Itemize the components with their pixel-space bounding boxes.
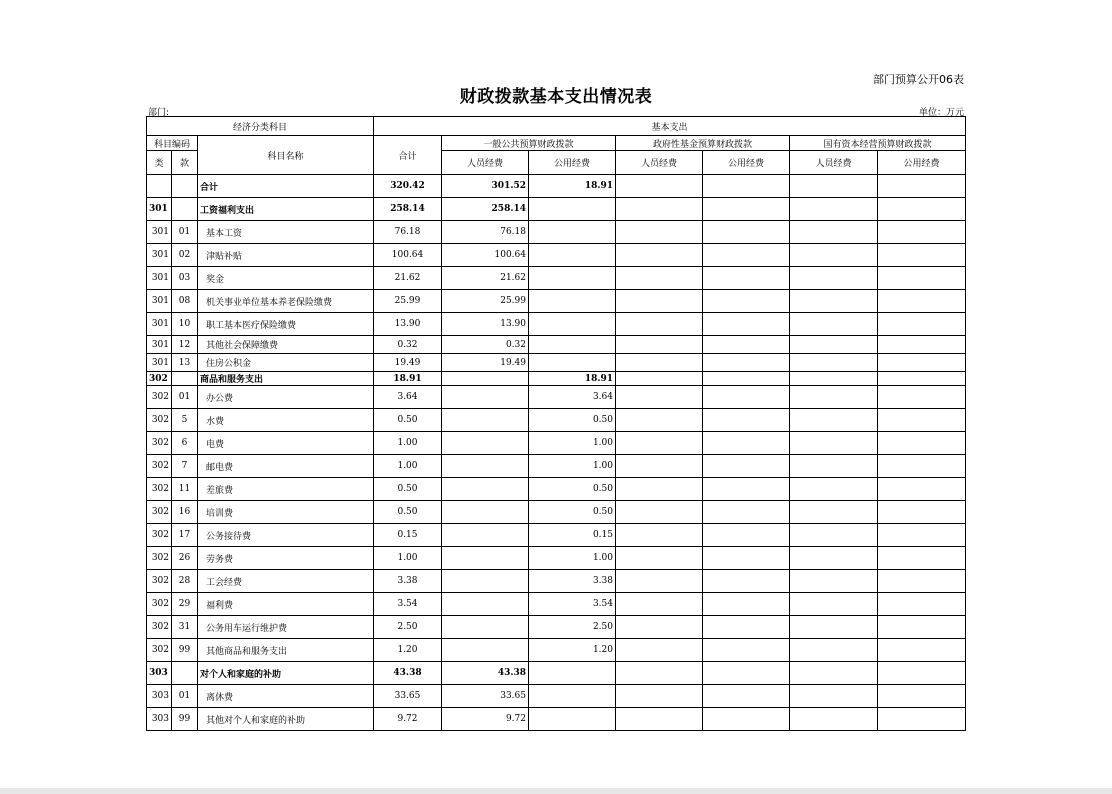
cell-general-personnel <box>442 616 529 639</box>
cell-gov-fund-personnel <box>616 290 703 313</box>
cell-kuan: 7 <box>172 455 198 478</box>
cell-lei: 301 <box>147 290 172 313</box>
cell-kuan: 5 <box>172 409 198 432</box>
cell-total: 258.14 <box>374 198 442 221</box>
cell-name: 公务接待费 <box>198 524 374 547</box>
cell-general-personnel <box>442 386 529 409</box>
unit-label: 单位：万元 <box>918 108 964 118</box>
cell-general-personnel <box>442 570 529 593</box>
cell-total: 13.90 <box>374 313 442 336</box>
cell-gov-fund-personnel <box>616 354 703 372</box>
cell-gov-fund-personnel <box>616 409 703 432</box>
header-sc-personnel: 人员经费 <box>790 151 878 175</box>
cell-state-capital-personnel <box>790 708 878 731</box>
cell-general-personnel <box>442 639 529 662</box>
cell-general-personnel: 100.64 <box>442 244 529 267</box>
cell-name: 邮电费 <box>198 455 374 478</box>
cell-kuan: 6 <box>172 432 198 455</box>
cell-kuan: 12 <box>172 336 198 354</box>
cell-name: 公务用车运行维护费 <box>198 616 374 639</box>
cell-total: 0.50 <box>374 501 442 524</box>
cell-gov-fund-public <box>703 386 790 409</box>
cell-total: 1.20 <box>374 639 442 662</box>
cell-gov-fund-personnel <box>616 547 703 570</box>
cell-gov-fund-public <box>703 455 790 478</box>
cell-state-capital-personnel <box>790 409 878 432</box>
cell-name: 对个人和家庭的补助 <box>198 662 374 685</box>
cell-state-capital-personnel <box>790 372 878 386</box>
cell-gov-fund-personnel <box>616 267 703 290</box>
cell-name: 其他对个人和家庭的补助 <box>198 708 374 731</box>
cell-lei: 302 <box>147 639 172 662</box>
cell-general-public: 1.20 <box>529 639 616 662</box>
cell-lei: 302 <box>147 386 172 409</box>
cell-state-capital-personnel <box>790 616 878 639</box>
cell-lei: 303 <box>147 708 172 731</box>
cell-general-public <box>529 685 616 708</box>
cell-state-capital-public <box>878 336 966 354</box>
header-gp-public: 公用经费 <box>529 151 616 175</box>
cell-state-capital-public <box>878 432 966 455</box>
cell-lei: 301 <box>147 198 172 221</box>
cell-general-personnel: 13.90 <box>442 313 529 336</box>
cell-name: 职工基本医疗保险缴费 <box>198 313 374 336</box>
cell-gov-fund-public <box>703 336 790 354</box>
cell-general-public: 0.15 <box>529 524 616 547</box>
cell-general-personnel <box>442 455 529 478</box>
cell-state-capital-personnel <box>790 685 878 708</box>
cell-kuan: 03 <box>172 267 198 290</box>
cell-general-personnel: 19.49 <box>442 354 529 372</box>
cell-gov-fund-public <box>703 409 790 432</box>
cell-general-public: 3.54 <box>529 593 616 616</box>
cell-general-public: 1.00 <box>529 455 616 478</box>
cell-gov-fund-personnel <box>616 478 703 501</box>
cell-kuan <box>172 198 198 221</box>
department-label: 部门: <box>148 108 170 118</box>
cell-kuan <box>172 175 198 198</box>
cell-gov-fund-public <box>703 354 790 372</box>
cell-general-public: 18.91 <box>529 372 616 386</box>
cell-name: 劳务费 <box>198 547 374 570</box>
cell-name: 差旅费 <box>198 478 374 501</box>
cell-gov-fund-personnel <box>616 616 703 639</box>
cell-kuan: 02 <box>172 244 198 267</box>
budget-table <box>146 116 966 731</box>
cell-general-personnel <box>442 593 529 616</box>
header-general-budget: 一般公共预算财政拨款 <box>442 136 616 151</box>
cell-kuan: 01 <box>172 386 198 409</box>
cell-name: 离休费 <box>198 685 374 708</box>
cell-state-capital-public <box>878 198 966 221</box>
cell-state-capital-public <box>878 616 966 639</box>
cell-state-capital-personnel <box>790 570 878 593</box>
table-row <box>147 455 966 478</box>
cell-total: 21.62 <box>374 267 442 290</box>
cell-kuan: 13 <box>172 354 198 372</box>
header-basic-expenditure: 基本支出 <box>374 117 966 136</box>
cell-name: 机关事业单位基本养老保险缴费 <box>198 290 374 313</box>
cell-gov-fund-public <box>703 708 790 731</box>
cell-state-capital-personnel <box>790 455 878 478</box>
cell-total: 0.32 <box>374 336 442 354</box>
cell-state-capital-personnel <box>790 386 878 409</box>
header-gf-personnel: 人员经费 <box>616 151 703 175</box>
cell-total: 320.42 <box>374 175 442 198</box>
header-gf-public: 公用经费 <box>703 151 790 175</box>
cell-general-public <box>529 244 616 267</box>
cell-gov-fund-personnel <box>616 455 703 478</box>
cell-lei: 302 <box>147 547 172 570</box>
cell-state-capital-personnel <box>790 501 878 524</box>
cell-general-public <box>529 708 616 731</box>
cell-kuan: 99 <box>172 639 198 662</box>
cell-gov-fund-personnel <box>616 524 703 547</box>
cell-general-personnel <box>442 432 529 455</box>
cell-state-capital-personnel <box>790 221 878 244</box>
cell-name: 福利费 <box>198 593 374 616</box>
cell-general-public <box>529 336 616 354</box>
cell-gov-fund-personnel <box>616 639 703 662</box>
cell-name: 办公费 <box>198 386 374 409</box>
cell-kuan: 99 <box>172 708 198 731</box>
cell-general-public <box>529 313 616 336</box>
cell-state-capital-public <box>878 221 966 244</box>
header-total: 合计 <box>374 136 442 175</box>
cell-state-capital-personnel <box>790 478 878 501</box>
cell-name: 工会经费 <box>198 570 374 593</box>
cell-general-personnel: 33.65 <box>442 685 529 708</box>
cell-name: 工资福利支出 <box>198 198 374 221</box>
cell-total: 0.50 <box>374 409 442 432</box>
table-row <box>147 432 966 455</box>
cell-state-capital-public <box>878 685 966 708</box>
table-row <box>147 524 966 547</box>
page-title: 财政拨款基本支出情况表 <box>459 87 653 107</box>
cell-general-public <box>529 267 616 290</box>
cell-general-public <box>529 662 616 685</box>
cell-gov-fund-personnel <box>616 685 703 708</box>
cell-total: 3.64 <box>374 386 442 409</box>
cell-lei: 303 <box>147 662 172 685</box>
cell-general-public <box>529 354 616 372</box>
cell-lei: 302 <box>147 372 172 386</box>
cell-gov-fund-personnel <box>616 708 703 731</box>
cell-gov-fund-public <box>703 290 790 313</box>
cell-lei: 301 <box>147 221 172 244</box>
table-row <box>147 662 966 685</box>
table-row <box>147 685 966 708</box>
cell-gov-fund-public <box>703 662 790 685</box>
cell-gov-fund-personnel <box>616 386 703 409</box>
cell-total: 25.99 <box>374 290 442 313</box>
table-row <box>147 639 966 662</box>
cell-gov-fund-public <box>703 313 790 336</box>
header-econ-class: 经济分类科目 <box>147 117 374 136</box>
cell-total: 19.49 <box>374 354 442 372</box>
cell-total: 1.00 <box>374 432 442 455</box>
table-row <box>147 593 966 616</box>
cell-state-capital-public <box>878 639 966 662</box>
cell-total: 2.50 <box>374 616 442 639</box>
cell-state-capital-public <box>878 267 966 290</box>
cell-gov-fund-personnel <box>616 313 703 336</box>
cell-total: 3.38 <box>374 570 442 593</box>
cell-gov-fund-personnel <box>616 593 703 616</box>
table-row <box>147 354 966 372</box>
cell-state-capital-public <box>878 354 966 372</box>
cell-gov-fund-personnel <box>616 221 703 244</box>
cell-state-capital-personnel <box>790 662 878 685</box>
cell-gov-fund-public <box>703 593 790 616</box>
cell-state-capital-public <box>878 372 966 386</box>
cell-state-capital-public <box>878 570 966 593</box>
cell-state-capital-personnel <box>790 432 878 455</box>
table-row <box>147 198 966 221</box>
cell-gov-fund-public <box>703 570 790 593</box>
cell-name: 奖金 <box>198 267 374 290</box>
header-kuan: 款 <box>172 151 198 175</box>
cell-gov-fund-public <box>703 524 790 547</box>
cell-total: 0.15 <box>374 524 442 547</box>
cell-state-capital-public <box>878 708 966 731</box>
cell-gov-fund-public <box>703 175 790 198</box>
table-row <box>147 409 966 432</box>
table-row <box>147 372 966 386</box>
header-subject-code: 科目编码 <box>147 136 198 151</box>
cell-gov-fund-public <box>703 432 790 455</box>
cell-name: 其他社会保障缴费 <box>198 336 374 354</box>
cell-general-personnel <box>442 478 529 501</box>
cell-gov-fund-public <box>703 372 790 386</box>
cell-state-capital-personnel <box>790 290 878 313</box>
cell-lei: 302 <box>147 455 172 478</box>
cell-state-capital-public <box>878 290 966 313</box>
cell-total: 43.38 <box>374 662 442 685</box>
cell-kuan <box>172 372 198 386</box>
table-row <box>147 501 966 524</box>
cell-gov-fund-public <box>703 198 790 221</box>
cell-general-personnel: 25.99 <box>442 290 529 313</box>
cell-total: 0.50 <box>374 478 442 501</box>
header-gp-personnel: 人员经费 <box>442 151 529 175</box>
header-state-capital: 国有资本经营预算财政拨款 <box>790 136 966 151</box>
cell-name: 商品和服务支出 <box>198 372 374 386</box>
cell-lei: 301 <box>147 313 172 336</box>
cell-gov-fund-personnel <box>616 175 703 198</box>
cell-general-personnel <box>442 547 529 570</box>
cell-gov-fund-public <box>703 639 790 662</box>
cell-name: 住房公积金 <box>198 354 374 372</box>
cell-state-capital-personnel <box>790 593 878 616</box>
cell-lei: 302 <box>147 524 172 547</box>
cell-general-personnel <box>442 409 529 432</box>
cell-gov-fund-public <box>703 267 790 290</box>
cell-gov-fund-public <box>703 616 790 639</box>
cell-general-personnel: 21.62 <box>442 267 529 290</box>
header-gov-fund: 政府性基金预算财政拨款 <box>616 136 790 151</box>
table-row <box>147 267 966 290</box>
cell-lei: 301 <box>147 354 172 372</box>
cell-total: 1.00 <box>374 455 442 478</box>
cell-state-capital-personnel <box>790 198 878 221</box>
cell-lei: 301 <box>147 244 172 267</box>
cell-general-personnel: 301.52 <box>442 175 529 198</box>
cell-kuan: 10 <box>172 313 198 336</box>
cell-kuan: 31 <box>172 616 198 639</box>
cell-state-capital-personnel <box>790 336 878 354</box>
cell-general-public: 3.38 <box>529 570 616 593</box>
cell-general-personnel <box>442 501 529 524</box>
cell-name: 津贴补贴 <box>198 244 374 267</box>
cell-name: 基本工资 <box>198 221 374 244</box>
header-lei: 类 <box>147 151 172 175</box>
cell-state-capital-personnel <box>790 639 878 662</box>
table-body <box>147 175 966 731</box>
cell-state-capital-public <box>878 409 966 432</box>
cell-lei: 302 <box>147 501 172 524</box>
cell-gov-fund-personnel <box>616 244 703 267</box>
cell-general-public <box>529 290 616 313</box>
table-row <box>147 290 966 313</box>
cell-general-personnel: 43.38 <box>442 662 529 685</box>
cell-gov-fund-public <box>703 685 790 708</box>
table-row <box>147 221 966 244</box>
table-row <box>147 313 966 336</box>
cell-total: 76.18 <box>374 221 442 244</box>
cell-lei: 302 <box>147 593 172 616</box>
cell-state-capital-personnel <box>790 354 878 372</box>
cell-gov-fund-personnel <box>616 372 703 386</box>
cell-general-personnel <box>442 524 529 547</box>
cell-kuan: 16 <box>172 501 198 524</box>
cell-gov-fund-public <box>703 221 790 244</box>
cell-kuan: 29 <box>172 593 198 616</box>
cell-name: 培训费 <box>198 501 374 524</box>
cell-kuan: 26 <box>172 547 198 570</box>
header-subject-name: 科目名称 <box>198 136 374 175</box>
cell-lei: 303 <box>147 685 172 708</box>
table-row <box>147 336 966 354</box>
cell-state-capital-public <box>878 175 966 198</box>
cell-name: 水费 <box>198 409 374 432</box>
table-row <box>147 616 966 639</box>
cell-kuan: 11 <box>172 478 198 501</box>
cell-gov-fund-personnel <box>616 501 703 524</box>
cell-total: 9.72 <box>374 708 442 731</box>
cell-state-capital-public <box>878 455 966 478</box>
cell-general-public: 0.50 <box>529 478 616 501</box>
cell-general-public: 0.50 <box>529 409 616 432</box>
cell-gov-fund-personnel <box>616 662 703 685</box>
cell-name: 合计 <box>198 175 374 198</box>
table-row <box>147 478 966 501</box>
bottom-edge <box>0 788 1112 794</box>
cell-gov-fund-personnel <box>616 570 703 593</box>
cell-kuan: 17 <box>172 524 198 547</box>
cell-kuan <box>172 662 198 685</box>
cell-state-capital-public <box>878 501 966 524</box>
cell-state-capital-public <box>878 244 966 267</box>
cell-general-personnel: 9.72 <box>442 708 529 731</box>
cell-gov-fund-public <box>703 547 790 570</box>
cell-state-capital-public <box>878 524 966 547</box>
cell-lei: 302 <box>147 616 172 639</box>
cell-state-capital-public <box>878 313 966 336</box>
cell-lei: 301 <box>147 336 172 354</box>
cell-general-personnel: 258.14 <box>442 198 529 221</box>
cell-general-public: 1.00 <box>529 432 616 455</box>
document-code: 部门预算公开06表 <box>873 73 964 86</box>
table-row <box>147 708 966 731</box>
cell-state-capital-public <box>878 386 966 409</box>
cell-lei: 302 <box>147 409 172 432</box>
cell-general-public <box>529 221 616 244</box>
cell-lei <box>147 175 172 198</box>
cell-kuan: 08 <box>172 290 198 313</box>
cell-state-capital-personnel <box>790 313 878 336</box>
cell-total: 100.64 <box>374 244 442 267</box>
cell-state-capital-personnel <box>790 524 878 547</box>
cell-state-capital-personnel <box>790 547 878 570</box>
cell-general-public: 1.00 <box>529 547 616 570</box>
cell-kuan: 01 <box>172 221 198 244</box>
cell-kuan: 01 <box>172 685 198 708</box>
table-row <box>147 386 966 409</box>
cell-gov-fund-personnel <box>616 336 703 354</box>
cell-gov-fund-personnel <box>616 198 703 221</box>
table-row <box>147 175 966 198</box>
cell-gov-fund-public <box>703 244 790 267</box>
cell-general-public: 3.64 <box>529 386 616 409</box>
cell-general-public: 2.50 <box>529 616 616 639</box>
cell-total: 18.91 <box>374 372 442 386</box>
cell-total: 3.54 <box>374 593 442 616</box>
cell-general-personnel: 0.32 <box>442 336 529 354</box>
cell-state-capital-personnel <box>790 267 878 290</box>
table-row <box>147 570 966 593</box>
cell-total: 33.65 <box>374 685 442 708</box>
header-sc-public: 公用经费 <box>878 151 966 175</box>
cell-lei: 302 <box>147 570 172 593</box>
cell-general-personnel <box>442 372 529 386</box>
cell-state-capital-public <box>878 478 966 501</box>
cell-name: 其他商品和服务支出 <box>198 639 374 662</box>
cell-general-public: 0.50 <box>529 501 616 524</box>
cell-lei: 301 <box>147 267 172 290</box>
cell-lei: 302 <box>147 478 172 501</box>
cell-state-capital-public <box>878 547 966 570</box>
cell-state-capital-personnel <box>790 244 878 267</box>
cell-general-public <box>529 198 616 221</box>
cell-general-personnel: 76.18 <box>442 221 529 244</box>
cell-state-capital-public <box>878 662 966 685</box>
table-row <box>147 547 966 570</box>
cell-total: 1.00 <box>374 547 442 570</box>
table-row <box>147 244 966 267</box>
cell-state-capital-public <box>878 593 966 616</box>
cell-kuan: 28 <box>172 570 198 593</box>
cell-gov-fund-public <box>703 478 790 501</box>
cell-lei: 302 <box>147 432 172 455</box>
cell-gov-fund-public <box>703 501 790 524</box>
cell-name: 电费 <box>198 432 374 455</box>
cell-gov-fund-personnel <box>616 432 703 455</box>
cell-state-capital-personnel <box>790 175 878 198</box>
cell-general-public: 18.91 <box>529 175 616 198</box>
